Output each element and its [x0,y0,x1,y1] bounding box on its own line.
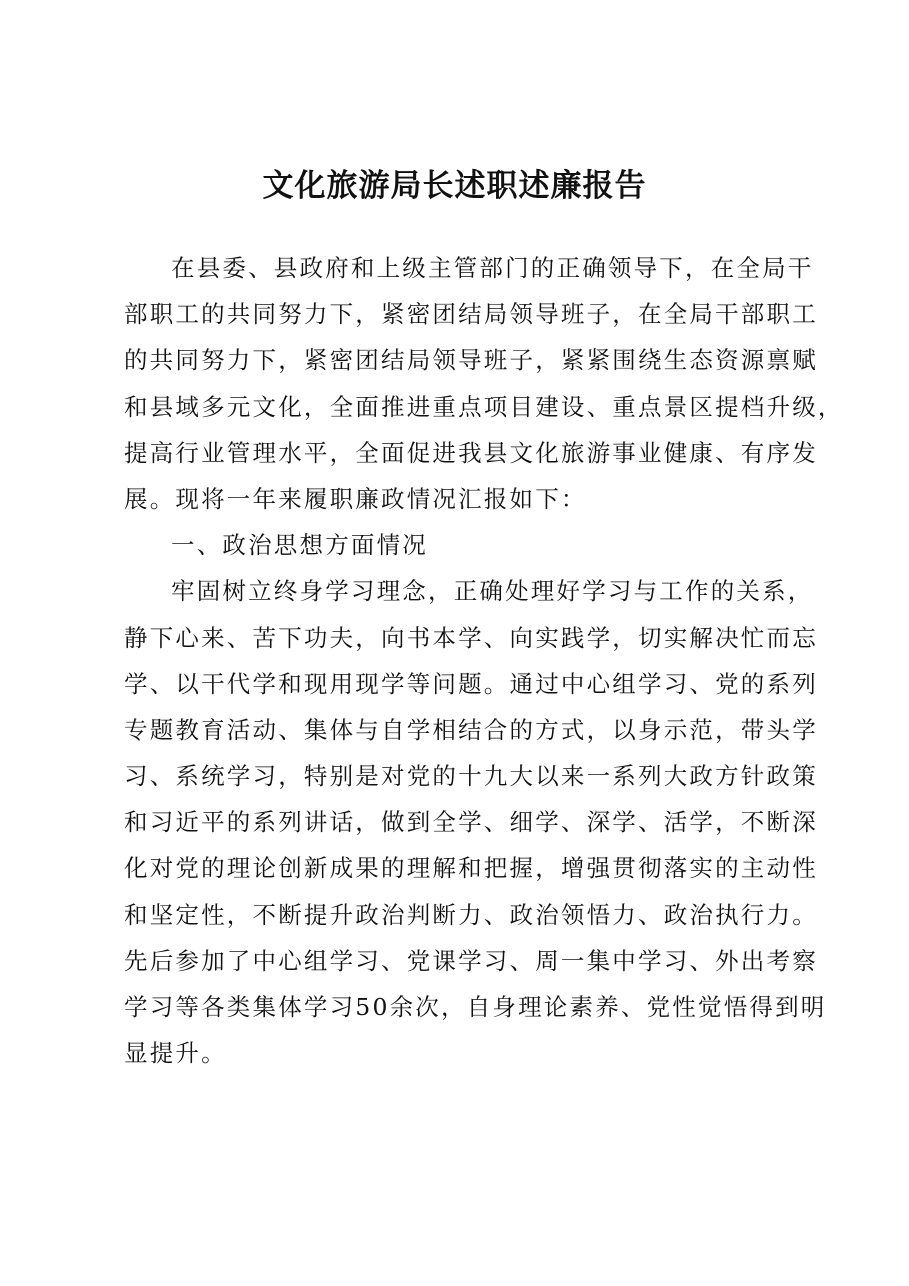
paragraph-line: 先后参加了中心组学习、党课学习、周一集中学习、外出考察 [124,946,818,975]
paragraph-line: 化对党的理论创新成果的理解和把握，增强贯彻落实的主动性 [124,854,818,883]
paragraph-line: 静下心来、苦下功夫，向书本学、向实践学，切实解决忙而忘 [124,623,818,652]
paragraph-line: 学习等各类集体学习50余次，自身理论素养、党性觉悟得到明 [124,993,827,1021]
document-title: 文化旅游局长述职述廉报告 [262,168,647,204]
paragraph-line: 展。现将一年来履职廉政情况汇报如下： [124,484,587,513]
paragraph-line: 显提升。 [124,1039,227,1068]
paragraph-line: 的共同努力下，紧密团结局领导班子，紧紧围绕生态资源禀赋 [124,346,818,375]
paragraph-line: 在县委、县政府和上级主管部门的正确领导下，在全局干 [171,254,814,282]
paragraph-line: 和坚定性，不断提升政治判断力、政治领悟力、政治执行力。 [124,900,818,929]
paragraph-line: 和习近平的系列讲话，做到全学、细学、深学、活学，不断深 [124,808,818,837]
document-body [124,245,844,1076]
paragraph-line: 牢固树立终身学习理念，正确处理好学习与工作的关系， [171,577,814,606]
paragraph-line: 和县域多元文化，全面推进重点项目建设、重点景区提档升级， [124,392,844,421]
paragraph-line: 提高行业管理水平，全面促进我县文化旅游事业健康、有序发 [124,438,818,467]
section-heading: 一、政治思想方面情况 [171,531,428,560]
paragraph-line: 学、以干代学和现用现学等问题。通过中心组学习、党的系列 [124,669,818,698]
paragraph-line: 部职工的共同努力下，紧密团结局领导班子，在全局干部职工 [124,300,818,329]
paragraph-line: 习、系统学习，特别是对党的十九大以来一系列大政方针政策 [124,762,818,791]
paragraph-line: 专题教育活动、集体与自学相结合的方式，以身示范，带头学 [124,715,818,744]
